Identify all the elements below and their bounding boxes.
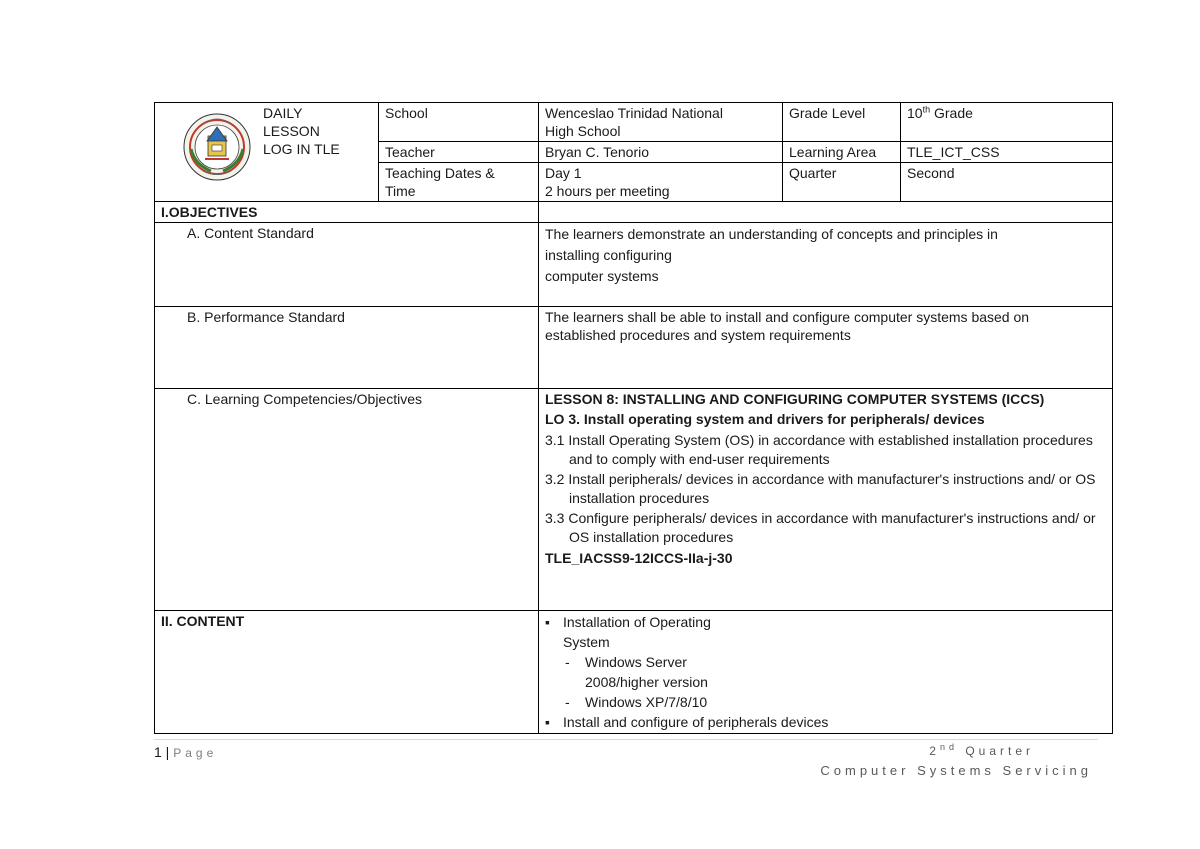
sub-line: 2008/higher version	[585, 674, 708, 690]
competencies-row	[155, 389, 1113, 611]
content-standard-line-1: The learners demonstrate an understanding of concepts and principles in	[545, 226, 998, 242]
content-bullet-item	[545, 712, 1106, 732]
content-value	[539, 611, 1113, 734]
content-standard-line-3: computer systems	[545, 268, 659, 284]
grade-word: Grade	[930, 105, 973, 121]
competency-list	[545, 431, 1106, 547]
footer-quarter	[929, 744, 1034, 758]
bullet-icon: ▪	[545, 614, 550, 630]
competency-item: 3.3 Configure peripherals/ devices in accordance with manufacturer's instructions and/ or OS installation procedures	[545, 510, 1096, 545]
dates-label-line-1: Teaching Dates &	[385, 165, 495, 181]
content-row	[155, 611, 1113, 734]
grade-value	[901, 103, 1113, 142]
objectives-heading: I.OBJECTIVES	[155, 202, 539, 223]
content-standard-label: A. Content Standard	[155, 223, 539, 307]
lo-title: LO 3. Install operating system and drivers for peripherals/ devices	[545, 411, 985, 427]
school-seal-logo	[181, 111, 253, 183]
log-title	[263, 104, 373, 158]
page-number-footer	[154, 744, 217, 760]
teacher-value: Bryan C. Tenorio	[539, 142, 783, 163]
competencies-value	[539, 389, 1113, 611]
school-label: School	[379, 103, 539, 142]
lesson-log-table	[154, 102, 1113, 734]
school-value-line-1: Wenceslao Trinidad National	[545, 105, 723, 121]
content-list	[545, 612, 1106, 732]
dash-icon: -	[565, 654, 570, 670]
content-sub-item	[545, 652, 1106, 692]
performance-standard-line-1: The learners shall be able to install and configure computer systems based on	[545, 309, 1030, 325]
objectives-heading-row	[155, 202, 1113, 223]
objectives-heading-blank	[539, 202, 1113, 223]
competency-item: 3.2 Install peripherals/ devices in accordance with manufacturer's instructions and/ or OS installation procedures	[545, 471, 1096, 506]
lesson-title: LESSON 8: INSTALLING AND CONFIGURING COMPUTER SYSTEMS (ICCS)	[545, 391, 1045, 407]
dates-label	[379, 163, 539, 202]
bullet-line: Install and configure of peripherals devices	[563, 714, 829, 730]
school-value-line-2: High School	[545, 123, 621, 139]
dash-icon: -	[565, 694, 570, 710]
log-title-line-3: LOG IN TLE	[263, 141, 340, 157]
footer-subject: Computer Systems Servicing	[820, 763, 1092, 778]
sub-line: Windows Server	[585, 654, 687, 670]
content-sub-item	[545, 692, 1106, 712]
teacher-label: Teacher	[379, 142, 539, 163]
quarter-value: Second	[901, 163, 1113, 202]
footer-divider	[154, 739, 1098, 740]
quarter-label: Quarter	[783, 163, 901, 202]
content-bullet-item	[545, 612, 1106, 652]
dates-value-line-1: Day 1	[545, 165, 582, 181]
bullet-line: Installation of Operating	[563, 614, 711, 630]
log-title-line-2: LESSON	[263, 123, 320, 139]
page-word: Page	[173, 746, 218, 760]
footer-quarter-number: 2	[929, 744, 940, 758]
sub-line: Windows XP/7/8/10	[585, 694, 708, 710]
grade-suffix: th	[922, 104, 931, 115]
performance-standard-line-2: established procedures and system requirements	[545, 327, 851, 343]
dates-value	[539, 163, 783, 202]
page-separator: |	[161, 744, 174, 760]
dates-value-line-2: 2 hours per meeting	[545, 183, 670, 199]
competency-code: TLE_IACSS9-12ICCS-IIa-j-30	[545, 550, 733, 566]
logo-title-cell	[155, 103, 379, 202]
content-heading: II. CONTENT	[155, 611, 539, 734]
competency-item: 3.1 Install Operating System (OS) in accordance with established installation procedures and to comply with end-user requirements	[545, 432, 1093, 467]
grade-number: 10	[907, 105, 923, 121]
content-standard-row	[155, 223, 1113, 307]
area-label: Learning Area	[783, 142, 901, 163]
bullet-icon: ▪	[545, 714, 550, 730]
content-standard-line-2: installing configuring	[545, 247, 672, 263]
performance-standard-label: B. Performance Standard	[155, 307, 539, 389]
content-standard-value	[539, 223, 1113, 307]
header-row-school	[155, 103, 1113, 142]
grade-label: Grade Level	[783, 103, 901, 142]
footer-quarter-word: Quarter	[957, 744, 1034, 758]
page-number: 1	[154, 744, 162, 760]
performance-standard-value	[539, 307, 1113, 389]
dates-label-line-2: Time	[385, 183, 416, 199]
performance-standard-row	[155, 307, 1113, 389]
area-value: TLE_ICT_CSS	[901, 142, 1113, 163]
footer-quarter-suffix: nd	[939, 742, 958, 752]
competencies-label: C. Learning Competencies/Objectives	[155, 389, 539, 611]
school-value	[539, 103, 783, 142]
log-title-line-1: DAILY	[263, 105, 303, 121]
bullet-line: System	[563, 634, 610, 650]
